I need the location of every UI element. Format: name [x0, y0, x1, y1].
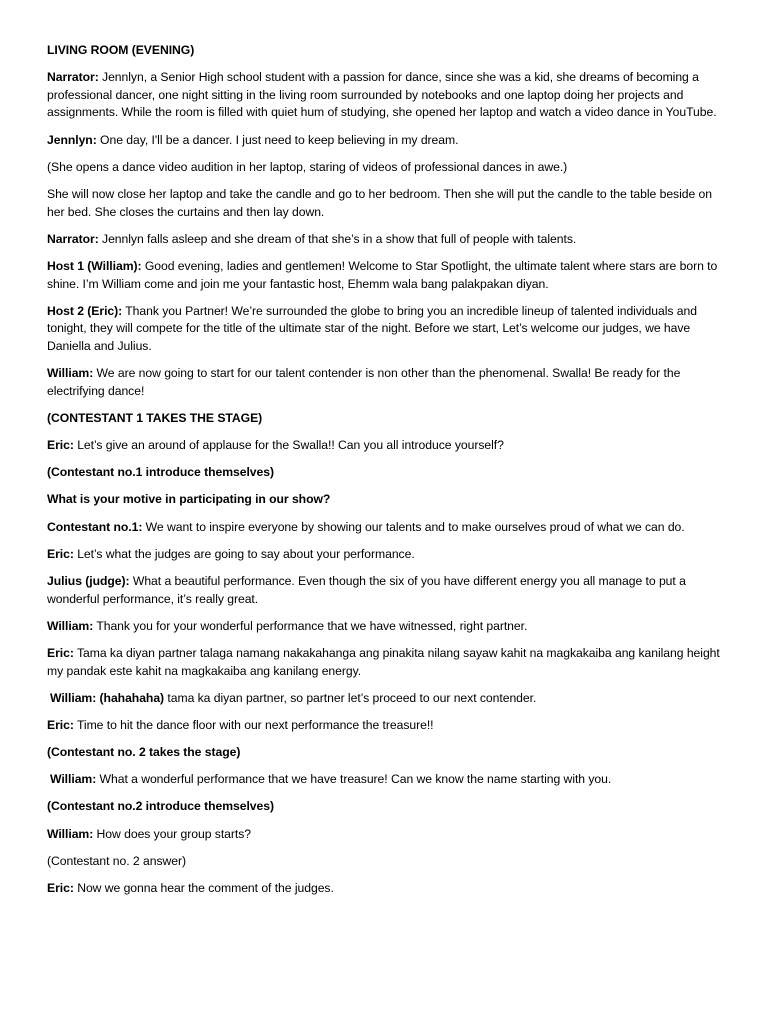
dialogue-paragraph — [47, 231, 723, 249]
question-heading-text: What is your motive in participating in our show? — [47, 492, 331, 507]
dialogue-text: Now we gonna hear the comment of the judges. — [73, 881, 334, 896]
dialogue-text: Time to hit the dance floor with our next performance the treasure!! — [73, 717, 434, 732]
speaker-label: Narrator: — [47, 231, 99, 246]
speaker-label: Narrator: — [47, 70, 99, 85]
dialogue-text: Thank you Partner! We’re surrounded the globe to bring you an incredible lineup of talented individuals and tonight, they will compete for the title of the ultimate star of the night. Before we start, Let’s welcome our judges, we have Daniella and Julius. — [47, 303, 697, 353]
scene-heading — [47, 42, 723, 60]
dialogue-text: tama ka diyan partner, so partner let’s proceed to our next contender. — [164, 690, 537, 705]
stage-direction-text: (Contestant no. 2 answer) — [47, 853, 186, 868]
stage-direction — [47, 186, 723, 221]
stage-heading-text: (Contestant no.2 introduce themselves) — [47, 799, 274, 814]
speaker-label: William: — [47, 366, 94, 381]
stage-heading-text: (Contestant no. 2 takes the stage) — [47, 745, 241, 760]
stage-heading — [47, 744, 723, 762]
dialogue-text: Tama ka diyan partner talaga namang nakakahanga ang pinakita nilang sayaw kahit na magkakaiba ang kanilang height my pandak este kahit na magkakaiba ang kanilang energy. — [47, 645, 720, 678]
speaker-label: William: — [50, 772, 97, 787]
dialogue-paragraph — [47, 546, 723, 564]
speaker-label: Host 2 (Eric): — [47, 303, 123, 318]
question-heading — [47, 491, 723, 509]
dialogue-paragraph — [47, 771, 723, 789]
stage-heading-text: (Contestant no.1 introduce themselves) — [47, 465, 274, 480]
dialogue-paragraph — [47, 826, 723, 844]
scene-heading-text: LIVING ROOM (EVENING) — [47, 43, 195, 57]
speaker-label: Contestant no.1: — [47, 519, 143, 534]
dialogue-paragraph — [47, 365, 723, 400]
dialogue-text: What a beautiful performance. Even though the six of you have different energy you all manage to put a wonderful performance, it’s really great. — [47, 573, 686, 606]
script-document — [47, 42, 723, 907]
speaker-label: Julius (judge): — [47, 573, 130, 588]
dialogue-paragraph — [47, 717, 723, 735]
speaker-label: Eric: — [47, 881, 74, 896]
dialogue-text: How does your group starts? — [93, 826, 252, 841]
dialogue-paragraph — [47, 69, 723, 122]
stage-heading — [47, 798, 723, 816]
speaker-label: William: — [47, 826, 94, 841]
dialogue-paragraph — [47, 645, 723, 680]
dialogue-paragraph — [47, 519, 723, 537]
speaker-label: William: (hahahaha) — [50, 690, 165, 705]
stage-direction — [47, 853, 723, 871]
speaker-label: Eric: — [47, 546, 74, 561]
speaker-label: Eric: — [47, 438, 74, 453]
stage-direction-text: She will now close her laptop and take the candle and go to her bedroom. Then she will put the candle to the table beside on her bed. She closes the curtains and then lay down. — [47, 186, 713, 219]
dialogue-text: Good evening, ladies and gentlemen! Welcome to Star Spotlight, the ultimate talent where stars are born to shine. I’m William come and join me your fantastic host, Ehemm wala bang palakpakan diyan. — [47, 258, 718, 291]
dialogue-paragraph — [47, 618, 723, 636]
dialogue-text: We want to inspire everyone by showing our talents and to make ourselves proud of what we can do. — [142, 519, 685, 534]
stage-heading — [47, 464, 723, 482]
dialogue-text: Let’s give an around of applause for the Swalla!! Can you all introduce yourself? — [73, 438, 504, 453]
dialogue-text: We are now going to start for our talent contender is non other than the phenomenal. Swalla! Be ready for the electrifying dance! — [47, 366, 681, 398]
speaker-label: Eric: — [47, 717, 74, 732]
speaker-label: William: — [47, 618, 94, 633]
dialogue-text: Let’s what the judges are going to say about your performance. — [73, 546, 415, 561]
dialogue-paragraph — [47, 303, 723, 356]
dialogue-text: Jennlyn, a Senior High school student with a passion for dance, since she was a kid, she dreams of becoming a professional dancer, one night sitting in the living room surrounded by notebooks and one laptop doing her projects and assignments. While the room is filled with quiet hum of studying, she opened her laptop and watch a video dance in YouTube. — [47, 70, 717, 120]
speaker-label: Jennlyn: — [47, 132, 97, 147]
stage-direction-text: (She opens a dance video audition in her laptop, staring of videos of professional dances in awe.) — [47, 159, 568, 174]
dialogue-paragraph — [47, 258, 723, 293]
dialogue-paragraph — [47, 690, 723, 708]
stage-heading-text: (CONTESTANT 1 TAKES THE STAGE) — [47, 410, 263, 425]
dialogue-text: What a wonderful performance that we have treasure! Can we know the name starting with you. — [96, 772, 612, 787]
dialogue-text: Thank you for your wonderful performance that we have witnessed, right partner. — [93, 618, 528, 633]
dialogue-paragraph — [47, 880, 723, 898]
stage-direction — [47, 159, 723, 177]
speaker-label: Host 1 (William): — [47, 258, 142, 273]
dialogue-text: One day, I'll be a dancer. I just need to keep believing in my dream. — [96, 132, 459, 147]
dialogue-paragraph — [47, 132, 723, 150]
speaker-label: Eric: — [47, 645, 74, 660]
dialogue-text: Jennlyn falls asleep and she dream of that she’s in a show that full of people with talents. — [98, 231, 577, 246]
dialogue-paragraph — [47, 573, 723, 608]
stage-heading — [47, 410, 723, 428]
dialogue-paragraph — [47, 437, 723, 455]
